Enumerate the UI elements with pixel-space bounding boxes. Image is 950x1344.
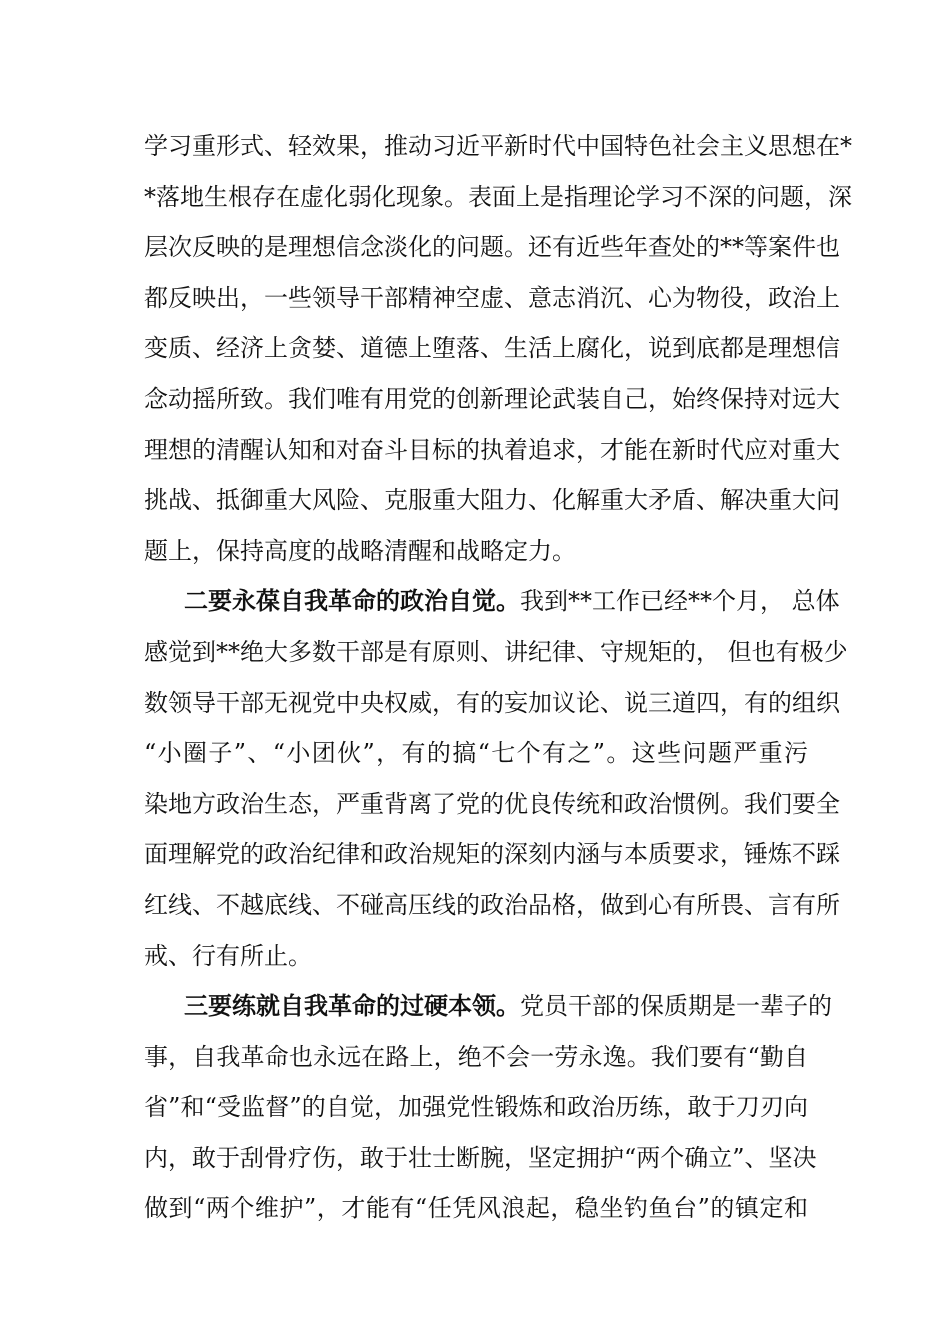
text-line: 感觉到**绝大多数干部是有原则、讲纪律、守规矩的， 但也有极少 [144,637,848,666]
text-line: 事，自我革命也永远在路上，绝不会一劳永逸。我们要有“勤自 [144,1042,808,1071]
text-line: 题上，保持高度的战略清醒和战略定力。 [144,536,576,565]
text-line: 红线、不越底线、不碰高压线的政治品格，做到心有所畏、言有所 [144,890,840,919]
text-line: 学习重形式、轻效果，推动习近平新时代中国特色社会主义思想在* [144,132,852,160]
text-line: 都反映出，一些领导干部精神空虚、意志消沉、心为物役，政治上 [144,283,840,312]
paragraph-3 [144,981,832,1234]
text-line [144,981,832,1032]
text-line: 念动摇所致。我们唯有用党的创新理论武装自己，始终保持对远大 [144,384,840,413]
text-line: *落地生根存在虚化弱化现象。表面上是指理论学习不深的问题，深 [144,182,852,211]
text-line: 数领导干部无视党中央权威，有的妄加议论、说三道四，有的组织 [144,688,840,717]
text-line: 理想的清醒认知和对奋斗目标的执着追求，才能在新时代应对重大 [144,435,840,464]
document-body [144,121,852,1234]
text-line: 染地方政治生态，严重背离了党的优良传统和政治惯例。我们要全 [144,789,840,818]
text-span: 党员干部的保质期是一辈子的 [520,992,832,1021]
text-line: 面理解党的政治纪律和政治规矩的深刻内涵与本质要求，锤炼不踩 [144,840,840,869]
text-span: 我到**工作已经**个月， 总体 [520,587,840,616]
text-line: 变质、经济上贪婪、道德上堕落、生活上腐化，说到底都是理想信 [144,334,840,363]
paragraph-1 [144,121,852,576]
text-line: 省”和“受监督”的自觉，加强党性锻炼和政治历练，敢于刀刃向 [144,1093,808,1122]
text-line: 挑战、抵御重大风险、克服重大阻力、化解重大矛盾、解决重大问 [144,486,840,515]
paragraph-heading: 三要练就自我革命的过硬本领。 [184,991,520,1021]
paragraph-2 [144,576,848,981]
text-line: 内，敢于刮骨疗伤，敢于壮士断腕，坚定拥护“两个确立”、坚决 [144,1143,817,1172]
paragraph-heading: 二要永葆自我革命的政治自觉。 [184,586,520,616]
text-line: 戒、行有所止。 [144,941,312,970]
text-line: “小圈子”、“小团伙”，有的搞“七个有之”。这些问题严重污 [144,739,808,768]
text-line [144,576,840,627]
text-line: 层次反映的是理想信念淡化的问题。还有近些年查处的**等案件也 [144,233,840,262]
text-line: 做到“两个维护”，才能有“任凭风浪起，稳坐钓鱼台”的镇定和 [144,1194,808,1223]
